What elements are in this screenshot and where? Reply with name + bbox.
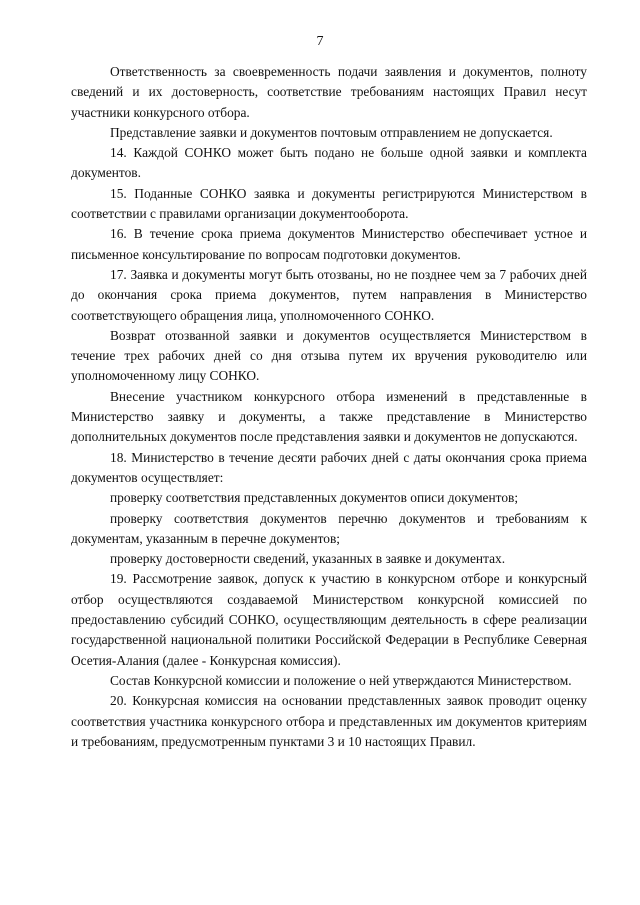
paragraph-check-list: проверку соответствия документов перечню документов и требованиям к документам, указанным в перечне документов;: [71, 510, 587, 546]
paragraph-17: 17. Заявка и документы могут быть отозваны, но не позднее чем за 7 рабочих дней до окончания срока приема документов, путем направления в Министерство соответствующего обращения лица, уполномоченного СОНКО.: [71, 266, 587, 323]
paragraph-responsibility: Ответственность за своевременность подачи заявления и документов, полноту сведений и их достоверность, соответствие требованиям настоящих Правил несут участники конкурсного отбора.: [71, 64, 587, 120]
paragraph-18: 18. Министерство в течение десяти рабочих дней с даты окончания срока приема документов осуществляет:: [71, 449, 587, 485]
paragraph-changes: Внесение участником конкурсного отбора изменений в представленные в Министерство заявку и документы, а также представление в Министерство дополнительных документов после представления заявки и документов не допускаются.: [71, 388, 587, 445]
paragraph-16: 16. В течение срока приема документов Министерство обеспечивает устное и письменное консультирование по вопросам подготовки документов.: [71, 226, 587, 262]
paragraph-check-inventory: проверку соответствия представленных документов описи документов;: [110, 490, 519, 506]
paragraph-15: 15. Поданные СОНКО заявка и документы регистрируются Министерством в соответствии с правилами организации документооборота.: [71, 185, 587, 222]
paragraph-20: 20. Конкурсная комиссия на основании представленных заявок проводит оценку соответствия участника конкурсного отбора и представленных им документов критериям и требованиям, предусмотренным пунктами 3 и 10 настоящих Правил.: [71, 693, 587, 749]
paragraph-check-accuracy: проверку достоверности сведений, указанных в заявке и документах.: [110, 551, 506, 567]
paragraph-14: 14. Каждой СОНКО может быть подано не больше одной заявки и комплекта документов.: [71, 145, 587, 181]
paragraph-no-postal: Представление заявки и документов почтовым отправлением не допускается.: [110, 124, 553, 140]
paragraph-commission: Состав Конкурсной комиссии и положение о ней утверждаются Министерством.: [110, 672, 572, 688]
page-body: [71, 62, 587, 752]
paragraph-return: Возврат отозванной заявки и документов осуществляется Министерством в течение трех рабочих дней со дня отзыва путем их вручения руководителю или уполномоченному лицу СОНКО.: [71, 327, 587, 384]
paragraph-19: 19. Рассмотрение заявок, допуск к участию в конкурсном отборе и конкурсный отбор осуществляются создаваемой Министерством конкурсной комиссией по предоставлению субсидий СОНКО, осуществляющим деятельность в сфере реализации государственной национальной политики Российской Федерации в Республике Северная Осетия-Алания (далее - Конкурсная комиссия).: [71, 571, 587, 668]
page-number: 7: [316, 34, 324, 49]
